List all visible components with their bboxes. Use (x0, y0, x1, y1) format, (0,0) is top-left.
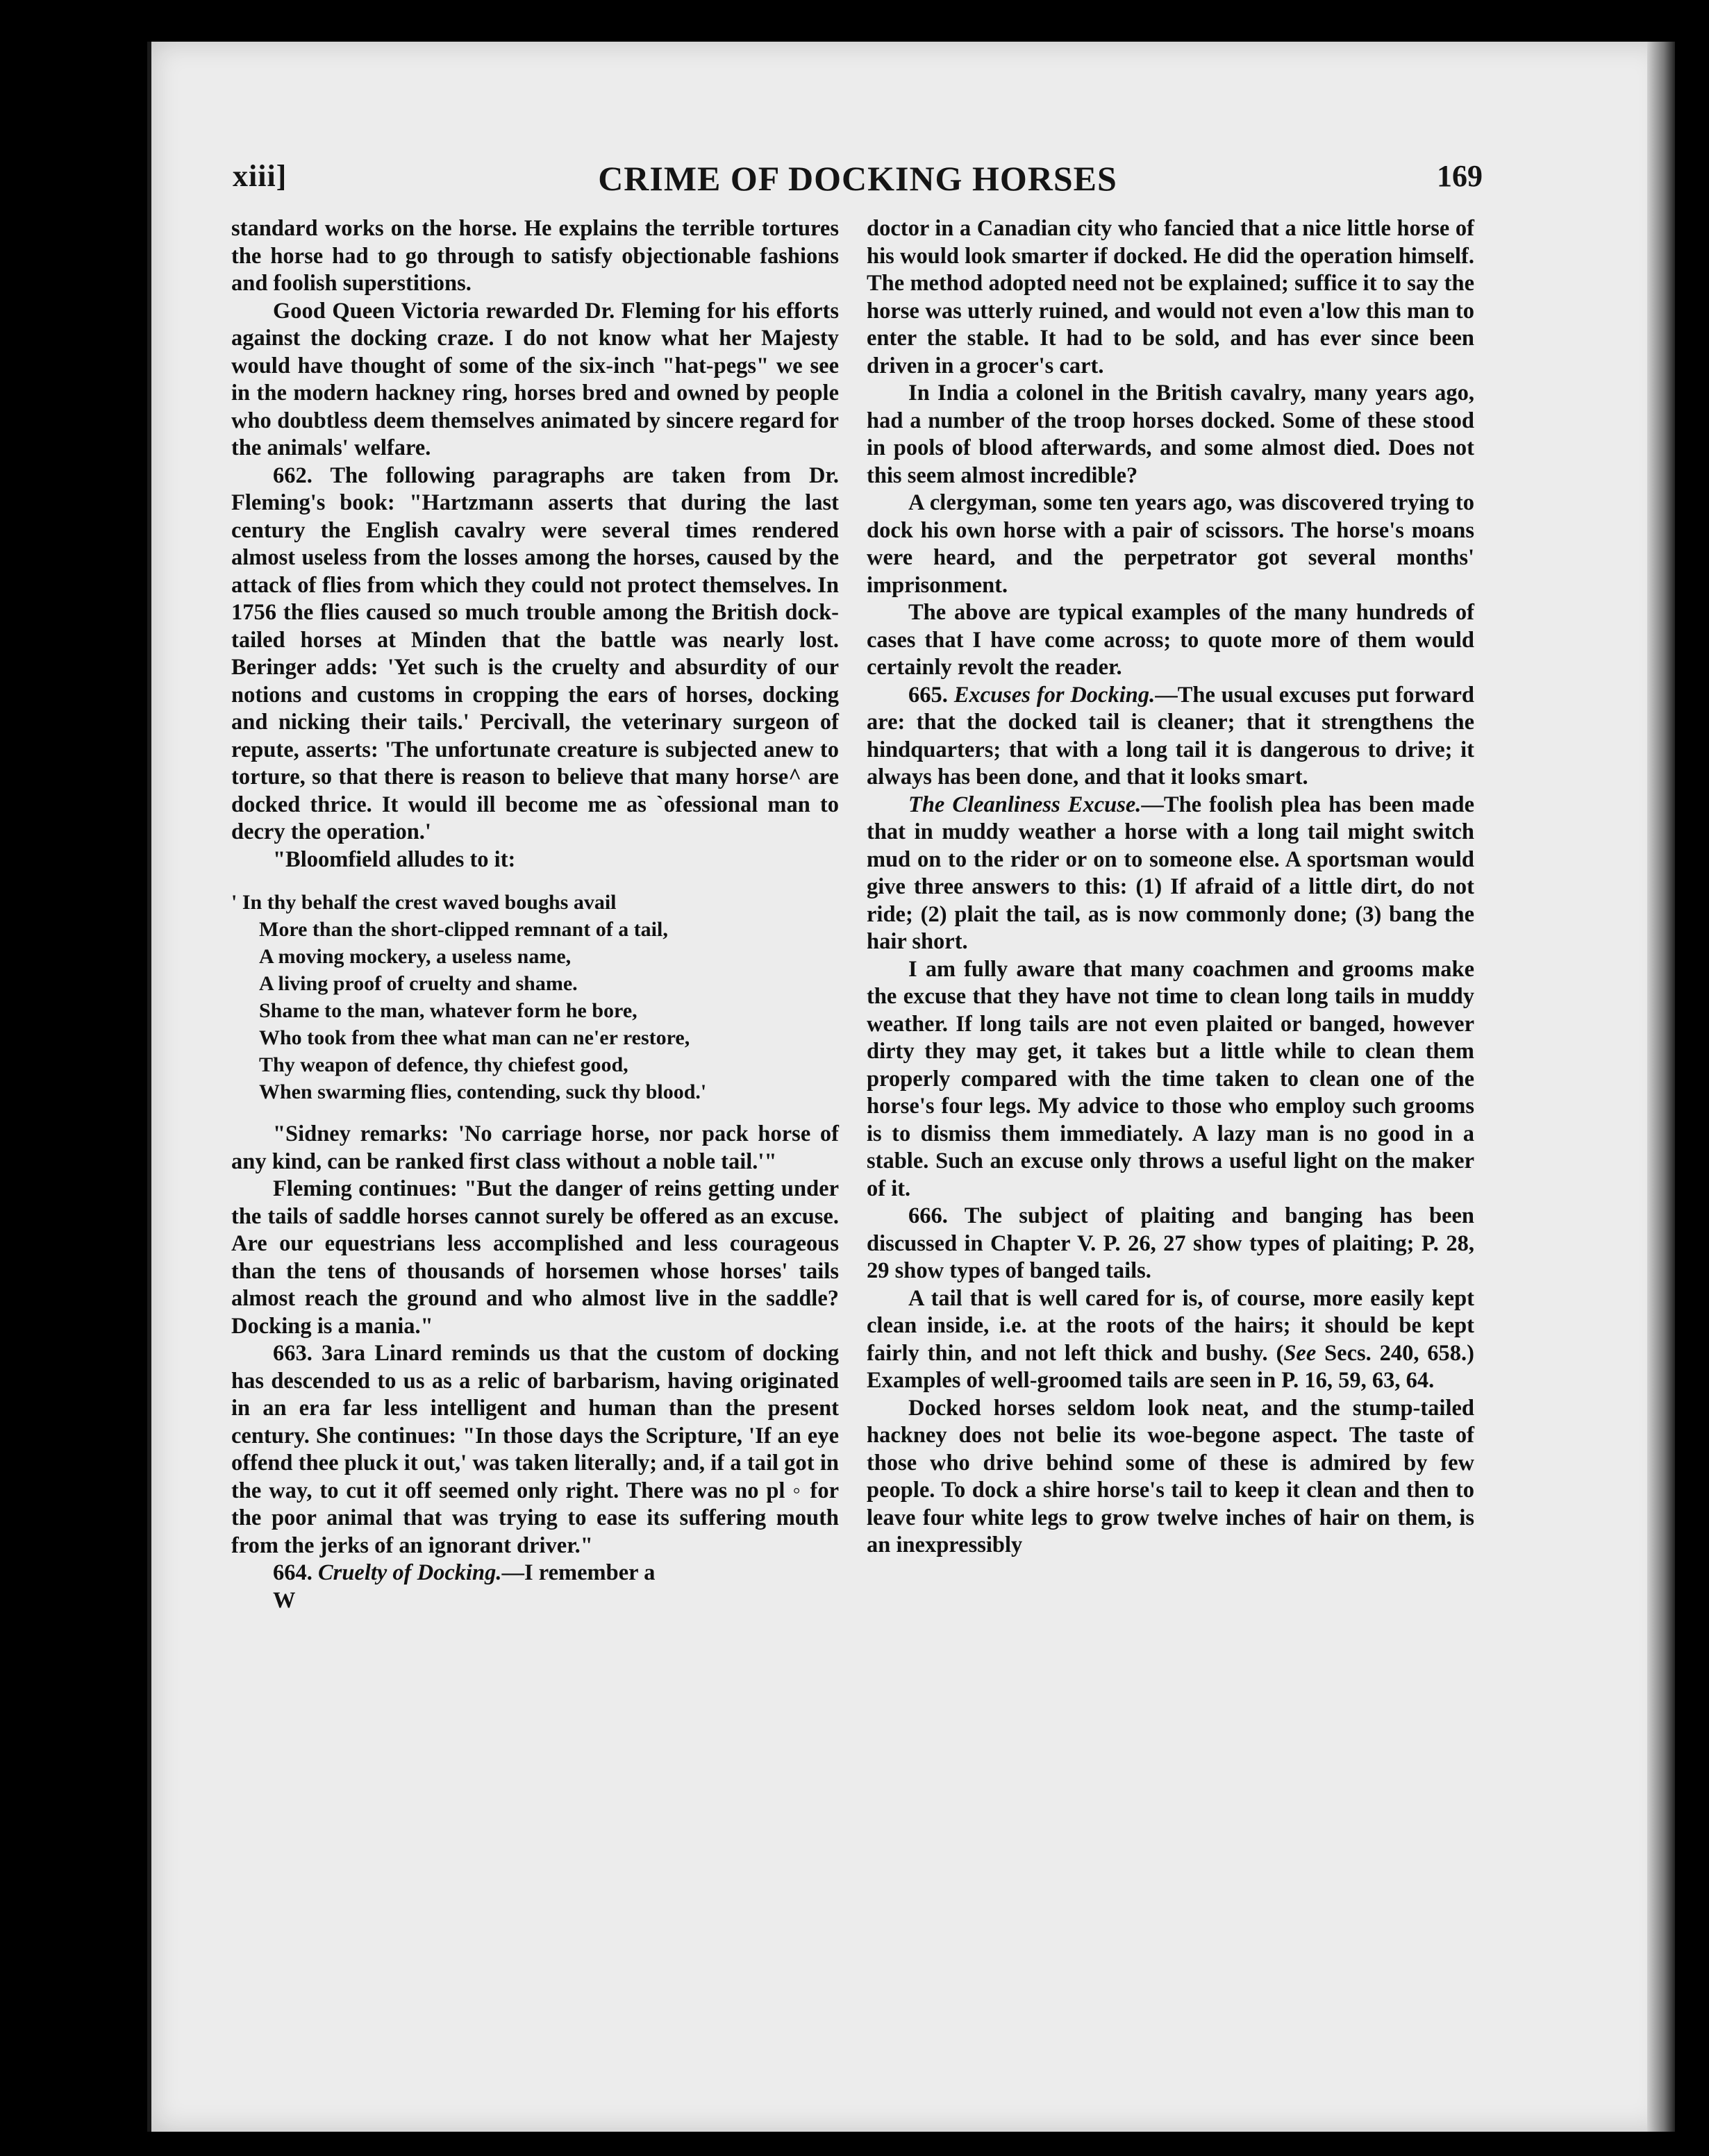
section-title: Excuses for Docking. (953, 682, 1156, 708)
paragraph: In India a colonel in the British cavalry, many years ago, had a number of the troop horses docked. Some of these stood in pools of blood afterwards, and some almost died. Does not this seem almost incredible? (867, 381, 1474, 488)
section-text: 3ara Linard reminds us that the custom of docking has descended to us as a relic of barbarism, having originated in an era far less intelligent and human than the present century. She continues: "In those days the Scripture, 'If an eye offend thee pluck it out,' was taken literally; and, if a tail got in the way, to cut it off seemed only right. There was no pl ◦ for the poor animal that was trying to ease its suffering mouth from the jerks of an ignorant driver." (231, 1341, 839, 1558)
section-number: 664. (273, 1560, 312, 1585)
paragraph: "Bloomfield alludes to it: (273, 846, 516, 872)
section-662 (231, 462, 839, 846)
paragraph: Good Queen Victoria rewarded Dr. Fleming for his efforts against the docking craze. I do not know what her Majesty would have thought of some of the six-inch "hat-pegs" we see in the modern hackney ring, horses bred and owned by people who doubtless deem themselves animated by sincere regard for the animals' welfare. (231, 298, 839, 460)
section-text: The following paragraphs are taken from Dr. Fleming's book: "Hartzmann asserts that during the last century the English cavalry were several times rendered almost useless from the losses among the horses, caused by the attack of flies from which they could not protect themselves. In 1756 the flies caused so much trouble among the British dock-tailed horses at Minden that the battle was nearly lost. Beringer adds: 'Yet such is the cruelty and absurdity of our notions and customs in cropping the ears of horses, docking and nicking their tails.' Percivall, the veterinary surgeon of repute, asserts: 'The unfortunate creature is subjected anew to torture, so that there is reason to believe that many horse^ are docked thrice. It would ill become me as `ofessional man to decry the operation.' (231, 462, 839, 844)
verse-line: A living proof of cruelty and shame. (259, 972, 578, 995)
right-column (867, 215, 1474, 1560)
see-reference: See (1283, 1340, 1317, 1366)
cleanliness-paragraph (867, 792, 1474, 956)
paragraph: standard works on the horse. He explains the terrible tortures the horse had to go through to satisfy objectionable fashions and foolish superstitions. (231, 216, 839, 296)
paragraph-text: Secs. 240, 658.) Examples of well-groomed tails are seen in P. 16, 59, 63, 64. (867, 1340, 1475, 1393)
section-number: 663. (273, 1341, 312, 1366)
verse-quotation (231, 889, 839, 1105)
subsection-text: —The foolish plea has been made that in muddy weather a horse with a long tail might switch mud on to the rider or on to someone else. A sportsman would give three answers to this: (1) If afraid of a little dirt, do not ride; (2) plait the tail, as is now commonly done; (3) bang the hair short. (867, 792, 1474, 954)
verse-line: Who took from thee what man can ne'er restore, (259, 1026, 690, 1049)
paragraph: "Sidney remarks: 'No carriage horse, nor pack horse of any kind, can be ranked first class without a noble tail.'" (231, 1121, 839, 1174)
section-title: Cruelty of Docking. (318, 1560, 502, 1585)
paragraph: I am fully aware that many coachmen and grooms make the excuse that they have not time to clean long tails in muddy weather. If long tails are not even plaited or banged, however dirty they may get, it takes but a little while to clean them properly compared with the time taken to clean one of the horse's four legs. My advice to those who employ such grooms is to dismiss them immediately. A lazy man is no good in a stable. Such an excuse only throws a useful light on the maker of it. (867, 956, 1474, 1201)
section-666 (867, 1203, 1474, 1285)
section-number: 665. (908, 682, 948, 708)
paragraph: A clergyman, some ten years ago, was discovered trying to dock his own horse with a pair of scissors. The horse's moans were heard, and the perpetrator got several months' imprisonment. (867, 490, 1474, 598)
running-header (233, 158, 1483, 200)
section-text: —I remember a (501, 1560, 656, 1585)
verse-line: Shame to the man, whatever form he bore, (259, 999, 637, 1022)
chapter-marker: xiii] (233, 159, 287, 193)
signature-mark: W (273, 1587, 296, 1613)
running-title: CRIME OF DOCKING HORSES (598, 159, 1117, 198)
section-664 (231, 1560, 839, 1587)
paragraph (867, 1285, 1474, 1395)
paragraph: Fleming continues: "But the danger of reins getting under the tails of saddle horses cannot surely be offered as an excuse. Are our equestrians less accomplished and less courageous than the tens of thousands of horsemen whose horses' tails almost reach the ground and who almost live in the saddle? Docking is a mania." (231, 1176, 839, 1339)
page-number: 169 (1437, 159, 1483, 193)
section-text: The subject of plaiting and banging has been discussed in Chapter V. P. 26, 27 show types of plaiting; P. 28, 29 show types of banged tails. (867, 1203, 1474, 1283)
subsection-title: The Cleanliness Excuse. (908, 792, 1142, 817)
section-number: 666. (908, 1203, 948, 1228)
verse-line: ' In thy behalf the crest waved boughs avail (231, 891, 617, 914)
paragraph-text: A tail that is well cared for is, of course, more easily kept clean inside, i.e. at the roots of the hairs; it should be kept fairly thin, and not left thick and bushy. ( (867, 1285, 1474, 1366)
verse-line: A moving mockery, a useless name, (259, 945, 572, 968)
paragraph: Docked horses seldom look neat, and the stump-tailed hackney does not belie its woe-begone aspect. The taste of those who drive behind some of these is admired by few people. To dock a shire horse's tail to keep it clean and then to leave four white legs to grow twelve inches of hair on them, is an inexpressibly (867, 1395, 1474, 1557)
section-text: —The usual excuses put forward are: that the docked tail is cleaner; that it strengthens the hindquarters; that with a long tail it is dangerous to drive; it always has been done, and that it looks smart. (867, 682, 1475, 789)
paragraph: The above are typical examples of the many hundreds of cases that I have come across; to quote more of them would certainly revolt the reader. (867, 600, 1474, 680)
section-665 (867, 682, 1474, 792)
verse-line: More than the short-clipped remnant of a tail, (259, 918, 668, 941)
section-663 (231, 1340, 839, 1560)
page-edge (1647, 42, 1675, 2132)
left-column (231, 215, 839, 1614)
section-number: 662. (273, 462, 312, 488)
paragraph: doctor in a Canadian city who fancied that a nice little horse of his would look smarter if docked. He did the operation himself. The method adopted need not be explained; suffice it to say the horse was utterly ruined, and would not even a'low this man to enter the stable. It had to be sold, and has ever since been driven in a grocer's cart. (867, 216, 1474, 378)
verse-line: Thy weapon of defence, thy chiefest good, (259, 1053, 628, 1076)
verse-line: When swarming flies, contending, suck thy blood.' (259, 1080, 707, 1103)
